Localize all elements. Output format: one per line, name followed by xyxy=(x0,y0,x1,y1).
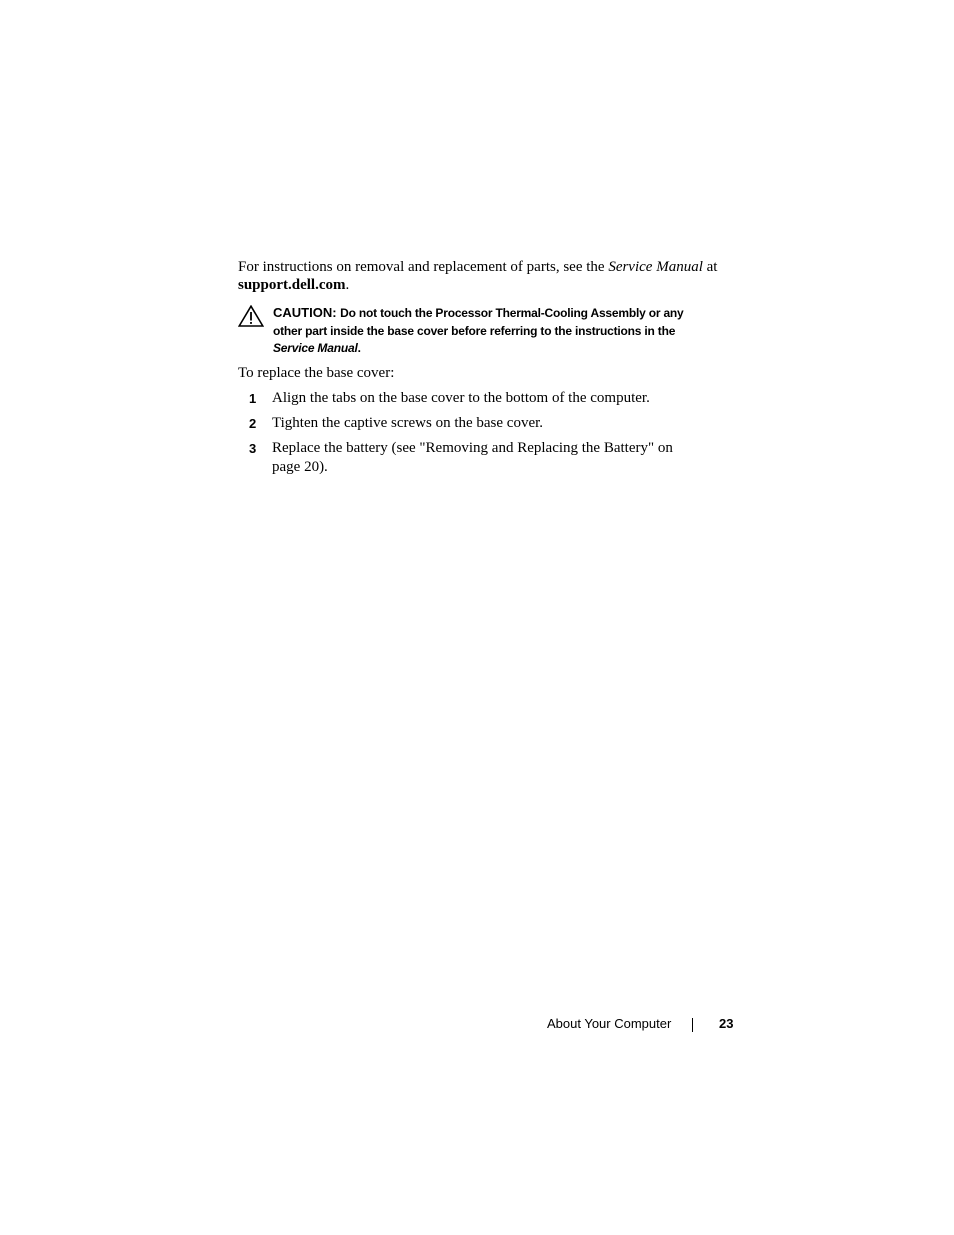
intro-at-text: at xyxy=(702,259,718,275)
step-text: Tighten the captive screws on the base cover. xyxy=(272,415,544,431)
step-number: 2 xyxy=(249,416,257,431)
warning-triangle-icon xyxy=(238,305,264,327)
step-item xyxy=(238,389,708,408)
caution-text xyxy=(273,304,703,358)
support-url: support.dell.com xyxy=(238,277,346,293)
step-text: Align the tabs on the base cover to the bottom of the computer. xyxy=(272,390,650,406)
footer-section-title: About Your Computer xyxy=(547,1016,672,1031)
caution-label: CAUTION: xyxy=(273,305,341,320)
step-item xyxy=(238,414,708,433)
footer-divider xyxy=(692,1018,693,1032)
step-item xyxy=(238,439,708,477)
caution-body: Do not touch the Processor Thermal-Cooling Assembly or any other part inside the base cover before referring to the instructions in the xyxy=(273,306,684,338)
step-text: Replace the battery (see "Removing and Replacing the Battery" on page 20). xyxy=(272,440,673,475)
step-number: 3 xyxy=(249,441,257,456)
intro-paragraph xyxy=(238,258,743,294)
step-number: 1 xyxy=(249,391,257,406)
caution-manual-reference: Service Manual xyxy=(273,341,358,355)
caution-end: . xyxy=(357,341,361,355)
page-number: 23 xyxy=(719,1016,734,1031)
procedure-lead: To replace the base cover: xyxy=(238,365,395,381)
procedure-steps xyxy=(238,389,708,483)
intro-end: . xyxy=(345,277,350,293)
service-manual-reference: Service Manual xyxy=(608,259,703,275)
intro-text: For instructions on removal and replacement of parts, see the xyxy=(238,259,609,275)
page-footer xyxy=(547,1015,737,1035)
